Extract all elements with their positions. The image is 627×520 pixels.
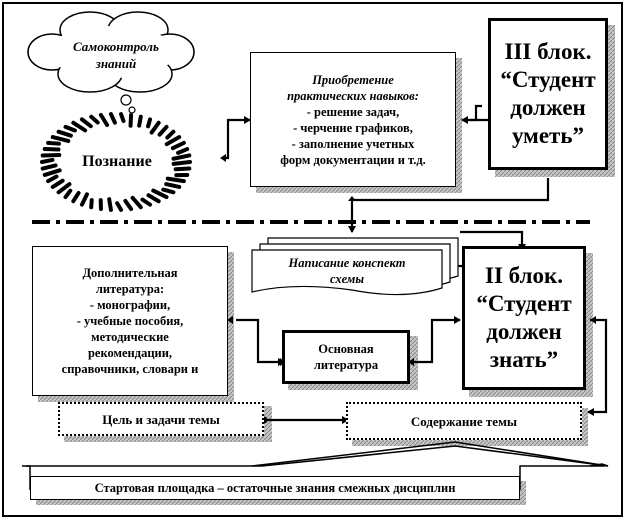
scheme-label-line1: Написание конспект — [288, 256, 406, 270]
extra-title: Дополнительная — [82, 266, 178, 280]
burst-spike — [42, 160, 52, 162]
cloud-label-line2: знаний — [95, 56, 137, 71]
burst-spike — [91, 117, 97, 123]
burst-spike — [53, 137, 68, 141]
burst-spike — [168, 179, 184, 182]
burst-spike — [117, 203, 121, 210]
burst-spike — [133, 198, 141, 207]
burst-spike — [139, 117, 141, 126]
block3-line: “Студент — [500, 67, 596, 92]
arrow-extra-main — [236, 320, 284, 362]
extra-title-2: литература: — [95, 282, 165, 296]
main-literature-box — [282, 330, 410, 384]
burst-spike — [45, 170, 60, 175]
extra-literature-box — [32, 246, 228, 396]
cloud-label — [60, 38, 172, 72]
burst-spike — [125, 201, 131, 209]
cognition-label: Познание — [82, 153, 152, 170]
burst-spike — [73, 193, 78, 201]
burst-spike — [48, 143, 59, 144]
extra-item: - учебные пособия, — [76, 314, 184, 328]
block3-line: III блок. — [504, 39, 592, 64]
block3-box — [488, 18, 608, 170]
skills-title-2: практических навыков: — [287, 88, 419, 103]
burst-spike — [131, 115, 132, 126]
burst-spike — [121, 114, 123, 121]
content-box — [346, 402, 582, 440]
skills-item: - решение задач, — [306, 104, 400, 119]
burst-spike — [48, 177, 56, 182]
burst-spike — [152, 123, 159, 133]
block2-line: должен — [486, 319, 562, 344]
goal-label: Цель и задачи темы — [102, 411, 220, 427]
burst-spike — [148, 195, 158, 201]
burst-spike — [160, 127, 167, 135]
burst-spike — [111, 114, 115, 123]
burst-spike — [163, 190, 173, 193]
main-literature-line2: литература — [313, 358, 379, 372]
skills-item: - заполнение учетных — [291, 136, 415, 151]
burst-spike — [43, 165, 56, 168]
burst-spike — [59, 132, 71, 136]
scheme-label — [254, 255, 440, 287]
extra-item: рекомендации, — [87, 346, 173, 360]
block2-box — [462, 246, 586, 390]
burst-spike — [178, 149, 187, 153]
burst-spike — [109, 199, 111, 210]
start-label: Стартовая площадка – остаточные знания смежных дисциплин — [94, 481, 456, 495]
skills-item: - черчение графиков, — [293, 120, 413, 135]
block3-line: уметь” — [511, 123, 585, 148]
scheme-label-line2: схемы — [329, 272, 365, 286]
goal-box — [58, 402, 264, 436]
burst-spike — [65, 127, 74, 131]
burst-spike — [166, 184, 179, 187]
burst-spike — [82, 119, 91, 126]
burst-spike — [174, 162, 190, 164]
extra-item: методические — [91, 330, 169, 344]
skills-title: Приобретение — [312, 72, 394, 87]
arrow-skills-cognition — [226, 120, 250, 158]
burst-spike — [82, 194, 87, 204]
skills-box — [250, 52, 456, 187]
burst-spike — [65, 191, 70, 197]
block2-line: знать” — [489, 347, 559, 372]
block2-line: II блок. — [485, 263, 563, 288]
content-label: Содержание темы — [410, 413, 518, 429]
burst-spike — [53, 181, 63, 187]
block2-line: “Студент — [476, 291, 572, 316]
cloud-label-line1: Самоконтроль — [73, 39, 159, 54]
start-box — [30, 476, 520, 500]
burst-spike — [173, 143, 184, 148]
burst-spike — [101, 115, 107, 125]
burst-spike — [174, 155, 190, 158]
burst-spike — [148, 119, 150, 126]
burst-spike — [176, 169, 190, 170]
extra-item: справочники, словари и — [61, 362, 199, 376]
burst-spike — [142, 200, 150, 205]
extra-item: - монографии, — [89, 298, 171, 312]
block3-line: должен — [510, 95, 586, 120]
main-literature-line1: Основная — [318, 342, 374, 356]
skills-item: форм документации и т.д. — [280, 152, 426, 167]
burst-spike — [167, 132, 173, 138]
